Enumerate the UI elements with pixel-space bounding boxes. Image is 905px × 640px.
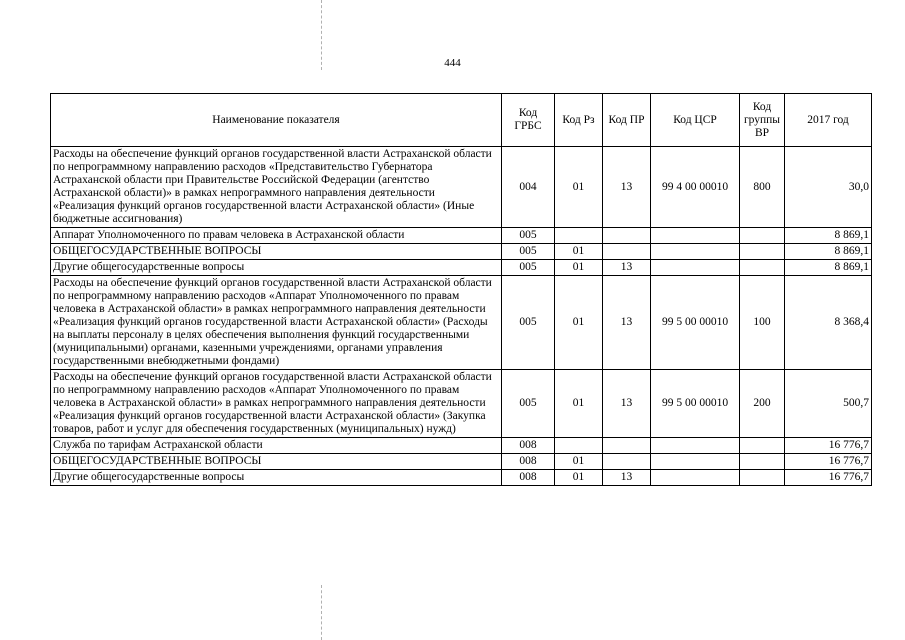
header-name: Наименование показателя	[51, 94, 502, 147]
table-row	[51, 276, 872, 370]
cell-pr	[603, 438, 651, 454]
cell-csr	[651, 260, 740, 276]
cell-rz: 01	[555, 370, 603, 438]
cell-grbs: 005	[502, 276, 555, 370]
cell-rz: 01	[555, 470, 603, 486]
cell-pr: 13	[603, 260, 651, 276]
cell-amount: 8 869,1	[785, 244, 872, 260]
cell-rz: 01	[555, 244, 603, 260]
cell-name: Аппарат Уполномоченного по правам человека в Астраханской области	[51, 228, 502, 244]
cell-csr	[651, 228, 740, 244]
table-row	[51, 470, 872, 486]
table-row	[51, 228, 872, 244]
cell-grbs: 008	[502, 470, 555, 486]
cell-amount: 16 776,7	[785, 454, 872, 470]
cell-amount: 16 776,7	[785, 438, 872, 454]
table-row	[51, 370, 872, 438]
cell-csr	[651, 438, 740, 454]
cell-grbs: 005	[502, 370, 555, 438]
table-row	[51, 438, 872, 454]
cell-amount: 500,7	[785, 370, 872, 438]
cell-amount: 16 776,7	[785, 470, 872, 486]
cell-vr	[740, 470, 785, 486]
header-row	[51, 94, 872, 147]
cell-rz	[555, 228, 603, 244]
cell-csr: 99 4 00 00010	[651, 147, 740, 228]
cell-csr	[651, 244, 740, 260]
cell-rz: 01	[555, 276, 603, 370]
header-vr: Код группы ВР	[740, 94, 785, 147]
cell-name: ОБЩЕГОСУДАРСТВЕННЫЕ ВОПРОСЫ	[51, 454, 502, 470]
cell-name: Другие общегосударственные вопросы	[51, 470, 502, 486]
cell-vr: 800	[740, 147, 785, 228]
cell-grbs: 005	[502, 244, 555, 260]
cell-rz: 01	[555, 454, 603, 470]
cell-grbs: 005	[502, 260, 555, 276]
header-pr: Код ПР	[603, 94, 651, 147]
cell-amount: 8 869,1	[785, 260, 872, 276]
header-grbs: Код ГРБС	[502, 94, 555, 147]
cell-grbs: 005	[502, 228, 555, 244]
cell-grbs: 004	[502, 147, 555, 228]
cell-amount: 8 368,4	[785, 276, 872, 370]
cell-rz	[555, 438, 603, 454]
cell-pr: 13	[603, 276, 651, 370]
cell-csr	[651, 454, 740, 470]
cell-vr	[740, 228, 785, 244]
cell-pr: 13	[603, 147, 651, 228]
cell-grbs: 008	[502, 454, 555, 470]
cell-vr	[740, 260, 785, 276]
cell-name: Служба по тарифам Астраханской области	[51, 438, 502, 454]
cell-amount: 8 869,1	[785, 228, 872, 244]
cell-rz: 01	[555, 260, 603, 276]
page-number: 444	[444, 57, 461, 69]
cell-csr: 99 5 00 00010	[651, 276, 740, 370]
cell-name: Расходы на обеспечение функций органов государственной власти Астраханской области по непрограммному направлению расходов «Аппарат Уполномоченного по правам человека в Астраханской области» в рамках непрограммного направления деятельности «Реализация функций органов государственной власти Астраханской области» (Расходы на выплаты персоналу в целях обеспечения выполнения функций государственными (муниципальными) органами, казенными учреждениями, органами управления государственными внебюджетными фондами)	[51, 276, 502, 370]
cell-name: ОБЩЕГОСУДАРСТВЕННЫЕ ВОПРОСЫ	[51, 244, 502, 260]
fold-line-bottom	[321, 585, 322, 640]
table-row	[51, 260, 872, 276]
cell-csr	[651, 470, 740, 486]
cell-pr: 13	[603, 470, 651, 486]
cell-grbs: 008	[502, 438, 555, 454]
cell-csr: 99 5 00 00010	[651, 370, 740, 438]
cell-name: Расходы на обеспечение функций органов государственной власти Астраханской области по непрограммному направлению расходов «Представительство Губернатора Астраханской области при Правительстве Российской Федерации (агентство Астраханской области)» в рамках непрограммного направления деятельности «Реализация функций органов государственной власти Астраханской области» (Иные бюджетные ассигнования)	[51, 147, 502, 228]
cell-vr	[740, 454, 785, 470]
cell-rz: 01	[555, 147, 603, 228]
cell-pr	[603, 228, 651, 244]
cell-vr: 200	[740, 370, 785, 438]
cell-pr	[603, 454, 651, 470]
budget-table	[50, 93, 872, 486]
cell-vr	[740, 244, 785, 260]
cell-name: Расходы на обеспечение функций органов государственной власти Астраханской области по непрограммному направлению расходов «Аппарат Уполномоченного по правам человека в Астраханской области» в рамках непрограммного направления деятельности «Реализация функций органов государственной власти Астраханской области» (Закупка товаров, работ и услуг для обеспечения государственных (муниципальных) нужд)	[51, 370, 502, 438]
table-row	[51, 147, 872, 228]
cell-vr	[740, 438, 785, 454]
header-csr: Код ЦСР	[651, 94, 740, 147]
fold-line-top	[321, 0, 322, 70]
cell-name: Другие общегосударственные вопросы	[51, 260, 502, 276]
cell-pr	[603, 244, 651, 260]
cell-amount: 30,0	[785, 147, 872, 228]
cell-vr: 100	[740, 276, 785, 370]
table-row	[51, 244, 872, 260]
table-row	[51, 454, 872, 470]
header-rz: Код Рз	[555, 94, 603, 147]
header-year: 2017 год	[785, 94, 872, 147]
cell-pr: 13	[603, 370, 651, 438]
